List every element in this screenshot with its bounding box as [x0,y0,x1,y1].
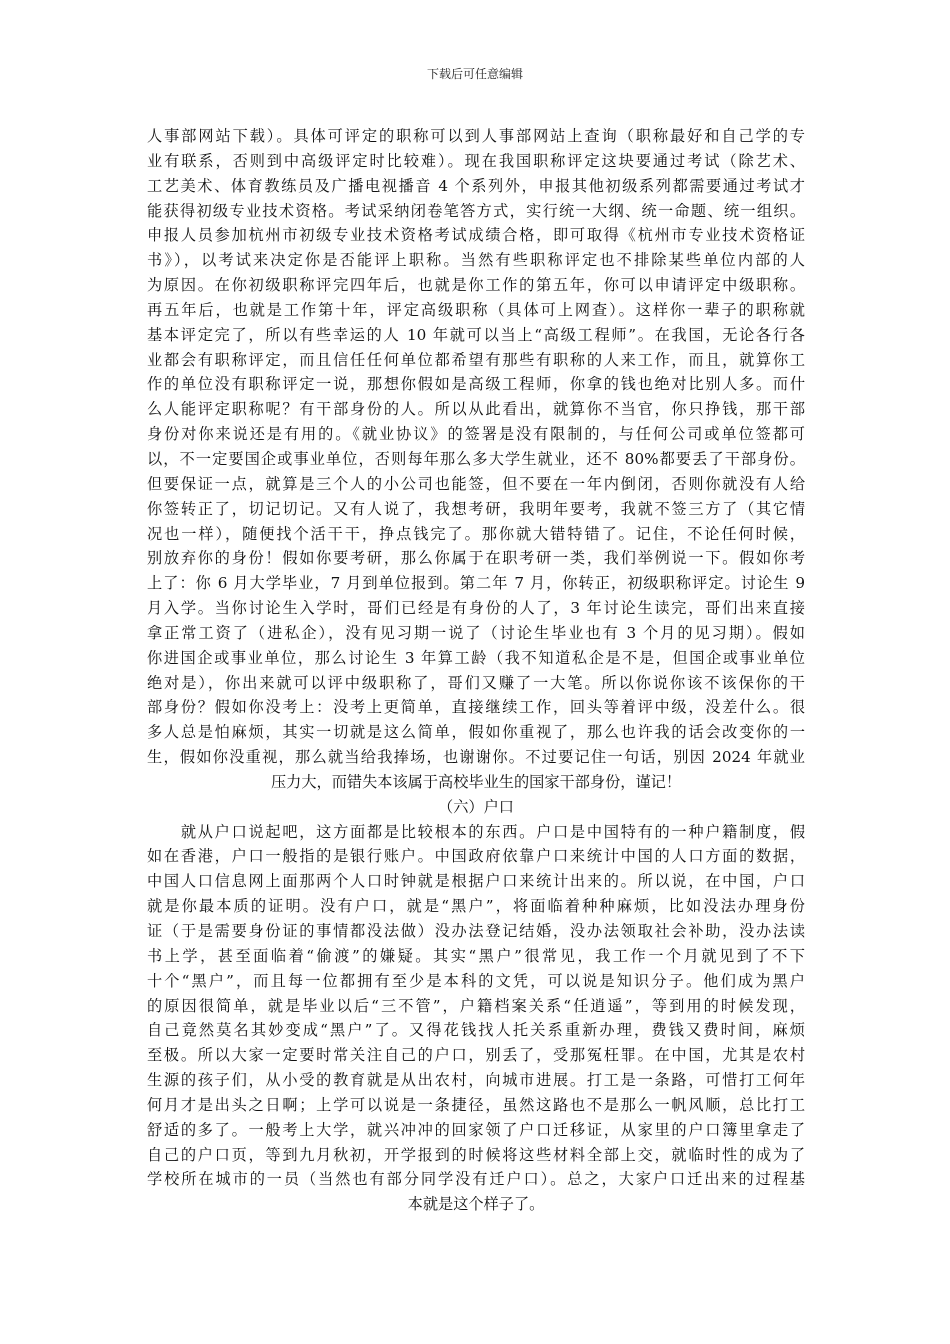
text-line: 么人能评定职称呢？有干部身份的人。所以从此看出，就算你不当官，你只挣钱，那干部 [147,400,805,419]
text-line: 十个“黑户”，而且每一位都拥有至少是本科的文凭，可以说是知识分子。他们成为黑户 [147,971,805,990]
text-line: 至极。所以大家一定要时常关注自己的户口，别丢了，受那冤枉罪。在中国，尤其是农村 [147,1046,805,1065]
text-line: 工艺美术、体育教练员及广播电视播音 4 个系列外，申报其他初级系列都需要通过考试才 [147,176,805,195]
paragraph-cadre-status [147,124,805,795]
text-line: 绝对是），你出来就可以评中级职称了，哥们又赚了一大笔。所以你说你该不该保你的干 [147,673,805,692]
text-line: 别放弃你的身份！假如你要考研，那么你属于在职考研一类，我们举例说一下。假如你考 [147,549,805,568]
text-line: 本就是这个样子了。 [407,1195,545,1214]
text-line: 书上学，甚至面临着“偷渡”的嫌疑。其实“黑户”很常见，我工作一个月就见到了不下 [147,946,805,965]
text-line: 作的单位没有职称评定一说，那想你假如是高级工程师，你拿的钱也绝对比别人多。而什 [147,375,805,394]
text-line: 能获得初级专业技术资格。考试采纳闭卷笔答方式，实行统一大纲、统一命题、统一组织。 [147,201,805,220]
text-line: 就是你最本质的证明。没有户口，就是“黑户”，将面临着种种麻烦，比如没法办理身份 [147,897,805,916]
text-line: 自己的户口页，等到九月秋初，开学报到的时候将这些材料全部上交，就临时性的成为了 [147,1145,805,1164]
text-line: 你进国企或事业单位，那么讨论生 3 年算工龄（我不知道私企是不是，但国企或事业单位 [147,648,805,667]
text-line: 的原因很简单，就是毕业以后“三不管”，户籍档案关系“任逍遥”，等到用的时候发现， [147,996,805,1015]
text-line: 业都会有职称评定，而且信任任何单位都希望有那些有职称的人来工作，而且，就算你工 [147,350,805,369]
text-line: 部身份？假如你没考上：没考上更简单，直接继续工作，回头等着评中级，没差什么。很 [147,698,805,717]
text-line: 你签转正了，切记切记。又有人说了，我想考研，我明年要考，我就不签三方了（其它情 [147,499,805,518]
text-line: 学校所在城市的一员（当然也有部分同学没有迁户口）。总之，大家户口迁出来的过程基 [147,1170,805,1189]
text-line: 拿正常工资了（进私企），没有见习期一说了（讨论生毕业也有 3 个月的见习期）。假如 [147,623,805,642]
text-line: 书》），以考试来决定你是否能评上职称。当然有些职称评定也不排除某些单位内部的人 [147,251,805,270]
text-line: 人事部网站下载）。具体可评定的职称可以到人事部网站上查询（职称最好和自己学的专 [147,127,805,145]
text-line: 况也一样），随便找个活干干，挣点钱完了。那你就大错特错了。记住，不论任何时候， [147,524,805,543]
text-line: 为原因。在你初级职称评完四年后，也就是你工作的第五年，你可以申请评定中级职称。 [147,276,805,295]
document-body [147,124,805,1217]
text-line: 生，假如你没重视，那么就当给我捧场，也谢谢你。不过要记住一句话，别因 2024 年就业 [147,748,805,767]
text-line: 基本评定完了，所以有些幸运的人 10 年就可以当上“高级工程师”。在我国，无论各行各 [147,325,805,344]
page-header: 下载后可任意编辑 [426,67,523,81]
text-line: 业有联系，否则到中高级评定时比较难）。现在我国职称评定这块要通过考试（除艺术、 [147,151,805,170]
text-line: 多人总是怕麻烦，其实一切就是这么简单，假如你重视了，那么也许我的话会改变你的一 [147,723,805,742]
text-line: 压力大，而错失本该属于高校毕业生的国家干部身份，谨记！ [270,772,682,791]
text-line: 申报人员参加杭州市初级专业技术资格考试成绩合格，即可取得《杭州市专业技术资格证 [147,226,805,245]
text-line: 以，不一定要国企或事业单位，否则每年那么多大学生就业，还不 80%都要丢了干部身份。 [147,449,805,468]
text-line: 上了：你 6 月大学毕业，7 月到单位报到。第二年 7 月，你转正，初级职称评定。讨论生 9 [147,574,805,593]
text-line: 月入学。当你讨论生入学时，哥们已经是有身份的人了，3 年讨论生读完，哥们出来直接 [147,599,805,618]
text-line: 如在香港，户口一般指的是银行账户。中国政府依靠户口来统计中国的人口方面的数据， [147,847,805,866]
text-line: 就从户口说起吧，这方面都是比较根本的东西。户口是中国特有的一种户籍制度，假 [147,822,805,841]
text-line: 再五年后，也就是工作第十年，评定高级职称（具体可上网查）。这样你一辈子的职称就 [147,300,805,319]
text-line: 中国人口信息网上面那两个人口时钟就是根据户口来统计出来的。所以说，在中国，户口 [147,872,805,891]
paragraph-hukou [147,820,805,1218]
section-heading: （六）户口 [438,797,514,816]
text-line: 自己竟然莫名其妙变成“黑户”了。又得花钱找人托关系重新办理，费钱又费时间，麻烦 [147,1021,805,1040]
text-line: 何月才是出头之日啊；上学可以说是一条捷径，虽然这路也不是那么一帆风顺，总比打工 [147,1095,805,1114]
text-line: 舒适的多了。一般考上大学，就兴冲冲的回家领了户口迁移证，从家里的户口簿里拿走了 [147,1120,805,1139]
text-line: 身份对你来说还是有用的。《就业协议》的签署是没有限制的，与任何公司或单位签都可 [147,425,805,444]
text-line: 但要保证一点，就算是三个人的小公司也能签，但不要在一年内倒闭，否则你就没有人给 [147,474,805,493]
text-line: 生源的孩子们，从小受的教育就是从出农村，向城市进展。打工是一条路，可惜打工何年 [147,1071,805,1090]
text-line: 证（于是需要身份证的事情都没法做）没办法登记结婚，没办法领取社会补助，没办法读 [147,922,805,940]
